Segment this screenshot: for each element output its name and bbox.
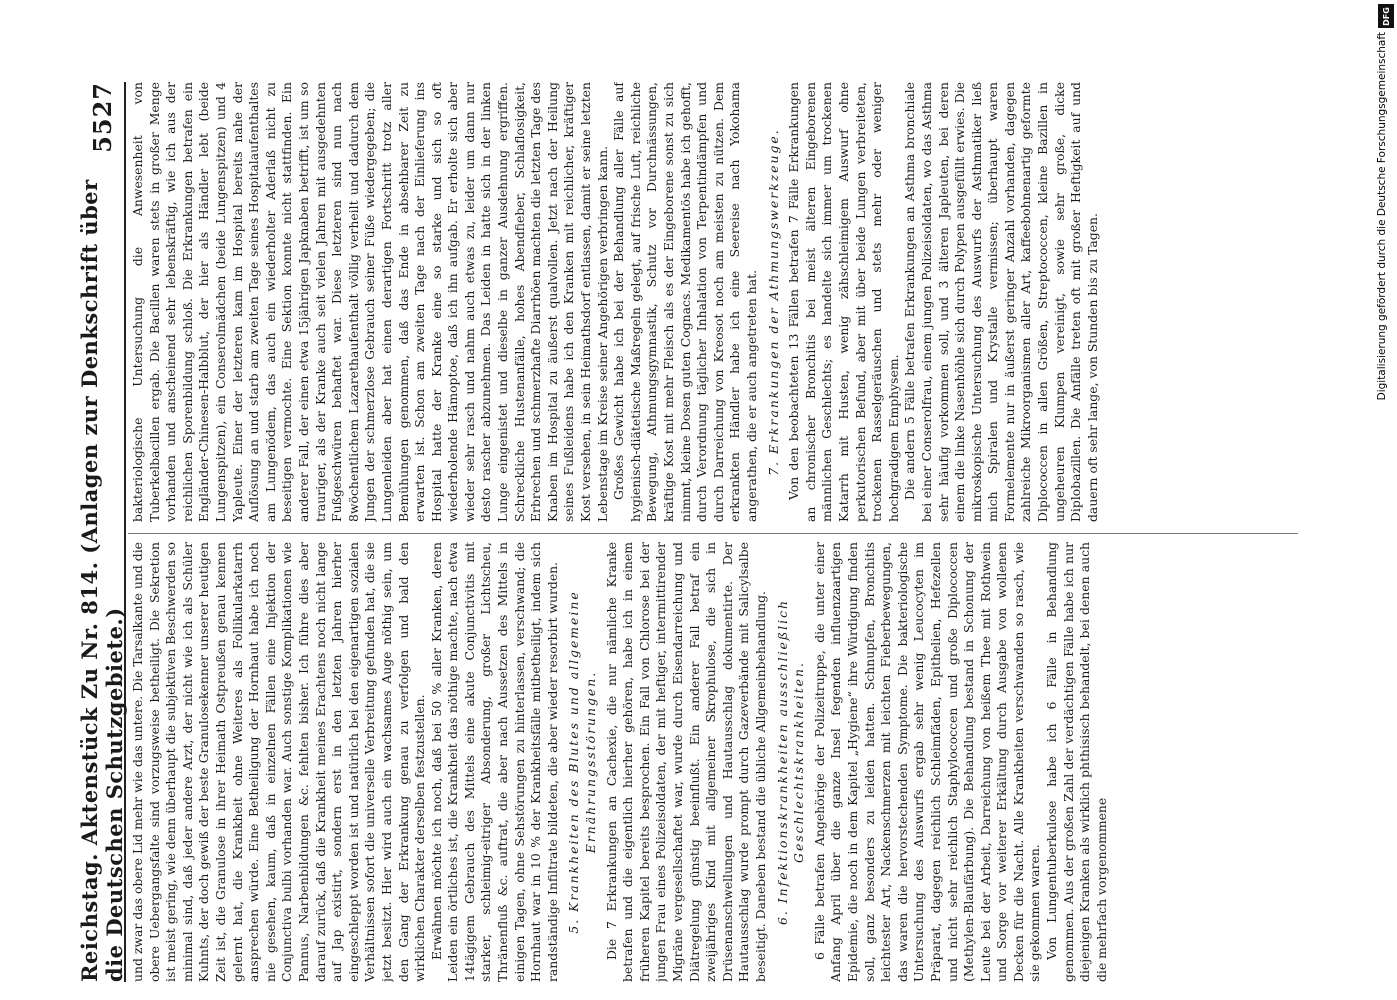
page-header (77, 82, 127, 982)
paragraph: 6 Fälle betrafen Angehörige der Polizeitruppe, die unter einer Anfang April über die ganze Insel fegenden influenzaartigen Epidemie, die noch in dem Kapitel „Hygiene“ ihre Würdigung finden soll, ganz besonders zu leiden hatten. Schnupfen, Bronchitis leichtester Art, Nackenschmerzen mit leichten Fieberbewegungen, das waren die hervorstechenden Symptome. Die bakteriologische Untersuchung des Auswurfs ergab sehr wenig Leucocyten im Präparat, dagegen reichlich Schleimfäden, Epithelien, Hefezellen und nicht sehr reichlich Staphylococcen und große Diplococcen (Methylen-Blaufärbung). Die Behandlung bestand in Schonung der Leute bei der Arbeit, Darreichung von heißem Thee mit Rothwein und Sorge vor weiterer Erkältung durch Ausgabe von wollenen Decken für die Nacht. Alle Krankheiten verschwanden so rasch, wie sie gekommen waren. (811, 542, 1043, 982)
digitization-credit (1376, 32, 1394, 972)
dfg-logo: DFG (1378, 4, 1394, 28)
section-heading: 5. Krankheiten des Blutes und allgemeine Ernährungsstörungen. (566, 590, 599, 934)
section-heading: 6. Infektionskrankheiten ausschließlich Geschlechtskrankheiten. (774, 599, 807, 926)
running-title: Reichstag. Aktenstück Zu Nr. 814. (Anlagen zur Denkschrift über die Deutschen Schutzgebiete.) (77, 179, 127, 982)
paragraph: Von Lungentuberkulose habe ich 6 Fälle in Behandlung genommen. Aus der großen Zahl der verdächtigen Fälle habe ich nur diejenigen Kranken als wirklich phthisisch behandelt, bei denen auch die mehrfach vorgenommene (1044, 542, 1109, 982)
paragraph: und zwar das obere Lid mehr wie das untere. Die Tarsalkante und die obere Uebergangsfalte sind vorzugsweise betheiligt. Die Sekretion ist meist gering, wie denn überhaupt die subjektiven Beschwerden so minimal sind, daß jeder andere Arzt, der nicht wie ich als Schüler Kuhnts, der doch gewiß der beste Granulosekenner unserer heutigen Zeit ist, die Granulose in ihrer Heimath Ostpreußen genau kennen gelernt hat, die Krankheit ohne Weiteres als Follikularkatarrh ansprechen würde. Eine Betheiligung der Hornhaut habe ich noch nie gesehen, kaum, daß in einzelnen Fällen eine Injektion der Conjunctiva bulbi vorhanden war. Auch sonstige Komplikationen wie Pannus, Narbenbildungen &c. fehlten bisher. Ich führe dies aber darauf zurück, daß die Krankheit meines Erachtens noch nicht lange auf Jap existirt, sondern erst in den letzten Jahren hierher eingeschleppt worden ist und natürlich bei den eigenartigen sozialen Verhältnissen sofort die universelle Verbreitung gefunden hat, die sie jetzt besitzt. Hier wird auch ein wachsames Auge nöthig sein, um den Gang der Erkrankung genau zu verfolgen und bald den wirklichen Charakter derselben festzustellen. (130, 542, 428, 982)
credit-text: Digitalisierung gefördert durch die Deutsche Forschungsgemeinschaft (1376, 32, 1388, 401)
paragraph: Die andern 5 Fälle betrafen Erkrankungen an Asthma bronchiale bei einer Conserolfrau, einem jungen Polizeisoldaten, wo das Asthma sehr häufig vorkommen soll, und 3 älteren Japleuten, bei deren einem die linke Nasenhöhle sich durch Polypen ausgefüllt erwies. Die mikroskopische Untersuchung des Auswurfs der Asthmatiker ließ mich Spiralen und Krystalle vermissen; überhaupt waren Formelemente nur in äußerst geringer Anzahl vorhanden, dagegen zahlreiche Mikroorganismen aller Art, kaffeebohnenartig geformte Diplococcen in allen Größen, Streptococcen, kleine Bazillen in ungeheuren Klumpen vereinigt, sowie sehr große, dicke Diplobazillen. Die Anfälle treten oft mit großer Heftigkeit auf und dauern oft sehr lange, von Stunden bis zu Tagen. (902, 82, 1100, 522)
right-column (130, 82, 1295, 522)
column-divider (128, 533, 1298, 534)
page-number: 5527 (87, 82, 117, 153)
paragraph: bakteriologische Untersuchung die Anwesenheit von Tuberkelbacillen ergab. Die Bacillen waren stets in großer Menge vorhanden und anscheinend sehr lebenskräftig, wie ich aus der reichlichen Sporenbildung schloß. Die Erkrankungen betrafen ein Engländer-Chinesen-Halbblut, der hier als Händler lebt (beide Lungenspitzen), ein Conserolmädchen (beide Lungenspitzen) und 4 Yapleute. Einer der letzteren kam im Hospital bereits nahe der Auflösung an und starb am zweiten Tage seines Hospitalaufenthaltes am Lungenödem, das auch ein wiederholter Aderlaß nicht zu beseitigen vermochte. Eine Sektion konnte nicht stattfinden. Ein anderer Fall, der einen etwa 15jährigen Japknaben betrifft, ist um so trauriger, als der Kranke auch seit vielen Jahren mit ausgedehnten Fußgeschwüren behaftet war. Diese letzteren sind nun nach 8wöchentlichem Lazarethaufenthalt völlig verheilt und dadurch dem Jungen der schmerzlose Gebrauch seiner Füße wiedergegeben; die Lungenleiden aber hat einen derartigen Fortschritt trotz aller Bemühungen genommen, daß das Ende in absehbarer Zeit zu erwarten ist. Schon am zweiten Tage nach der Einlieferung ins Hospital hatte der Kranke eine so starke und sich so oft wiederholende Hämoptoe, daß ich ihn aufgab. Er erholte sich aber wieder sehr rasch und nahm auch etwas zu, leider um dann nur desto rascher abzunehmen. Das Leiden in hatte sich in der linken Lunge eingenistet und dieselbe in ganzer Ausdehnung ergriffen. Schreckliche Hustenanfälle, hohes Abendfieber, Schlaflosigkeit, Erbrechen und schmerzhafte Diarrhöen machten die letzten Tage des Knaben im Hospital zu äußerst qualvollen. Jetzt nach der Heilung seines Fußleidens habe ich den Kranken mit reichlicher, kräftiger Kost versehen, in sein Heimathsdorf entlassen, damit er seine letzten Lebenstage im Kreise seiner Angehörigen verbringen kann. (130, 82, 610, 522)
paragraph: Großes Gewicht habe ich bei der Behandlung aller Fälle auf hygienisch-diätetische Maßregeln gelegt, auf frische Luft, reichliche Bewegung, Athmungsgymnastik, Schutz vor Durchnässungen, kräftige Kost mit mehr Fleisch als es der Eingeborene sonst zu sich nimmt, kleine Dosen guten Cognacs. Medikamentös habe ich gehofft, durch Verordnung täglicher Inhalation von Terpentindämpfen und durch Darreichung von Kreosot noch am meisten zu nützen. Dem erkrankten Händler habe ich eine Seereise nach Yokohama angerathen, die er auch angetreten hat. (611, 82, 759, 522)
paragraph: Von den beobachteten 13 Fällen betrafen 7 Fälle Erkrankungen an chronischer Bronchitis bei meist älteren Eingeborenen männlichen Geschlechts; es handelte sich immer um trockenen Katarrh mit Husten, wenig zähschleimigem Auswurf ohne perkutorischen Befund, aber mit über beide Lungen verbreiteten, trockenen Rasselgeräuschen und stets mehr oder weniger hochgradigem Emphysem. (786, 82, 901, 522)
paragraph: Die 7 Erkrankungen an Cachexie, die nur nämliche Kranke betrafen und die eigentlich hierher gehören, habe ich in einem früheren Kapitel bereits besprochen. Ein Fall von Chlorose bei der jungen Frau eines Polizeisoldaten, der mit heftiger, intermittirender Migräne vergesellschaftet war, wurde durch Eisendarreichung und Diätregelung günstig beeinflußt. Ein anderer Fall betraf ein zweijähriges Kind mit allgemeiner Skrophulose, die sich in Drüsenanschwellungen und Hautausschlag dokumentirte. Der Hautausschlag wurde prompt durch Gazeverbände mit Salicylsalbe beseitigt. Daneben bestand die übliche Allgemeinbehandlung. (603, 542, 768, 982)
section-heading: 7. Erkrankungen der Athmungswerkzeuge. (765, 128, 781, 476)
paragraph: Erwähnen möchte ich noch, daß bei 50 % aller Kranken, deren Leiden ein örtliches ist, die Krankheit das nöthige machte, nach etwa 14tägigem Gebrauch des Mittels eine akute Conjunctivitis mit starker, schleimig-eitriger Absonderung, großer Lichtscheu, Thränenfluß &c. auftrat, die aber nach Aussetzen des Mittels in einigen Tagen, ohne Sehstörungen zu hinterlassen, verschwand; die Hornhaut war in 10 % der Krankheitsfälle mitbetheiligt, indem sich randständige Infiltrate bildeten, die aber wieder resorbirt wurden. (428, 542, 560, 982)
left-column (130, 542, 1295, 982)
